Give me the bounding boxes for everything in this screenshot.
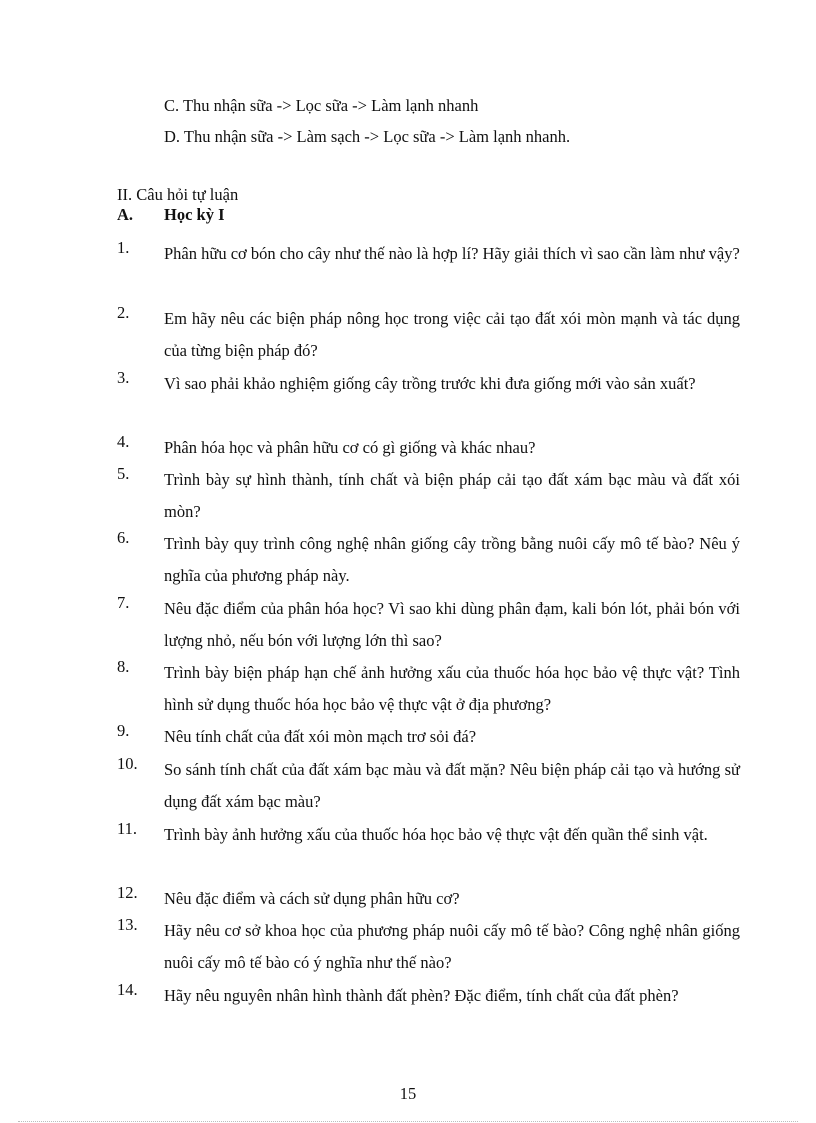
question-number: 4.	[117, 432, 130, 451]
answer-option-c: C. Thu nhận sữa -> Lọc sữa -> Làm lạnh nhanh	[164, 96, 479, 115]
question-text: Trình bày sự hình thành, tính chất và biện pháp cải tạo đất xám bạc màu và đất xói mòn?	[164, 470, 740, 521]
subsection-marker: A.	[117, 205, 134, 224]
question-text: Vì sao phải khảo nghiệm giống cây trồng trước khi đưa giống mới vào sản xuất?	[164, 374, 696, 393]
question-text: Nêu đặc điểm và cách sử dụng phân hữu cơ?	[164, 889, 460, 908]
question-number: 3.	[117, 368, 130, 387]
question-number: 10.	[117, 754, 138, 773]
question-number: 5.	[117, 464, 130, 483]
question-number: 2.	[117, 303, 130, 322]
question-text: Em hãy nêu các biện pháp nông học trong việc cải tạo đất xói mòn mạnh và tác dụng của từng biện pháp đó?	[164, 309, 740, 360]
question-number: 6.	[117, 528, 130, 547]
question-text: Trình bày ảnh hưởng xấu của thuốc hóa học bảo vệ thực vật đến quần thể sinh vật.	[164, 825, 708, 844]
footer-divider	[18, 1121, 798, 1122]
question-number: 8.	[117, 657, 130, 676]
question-text: Nêu đặc điểm của phân hóa học? Vì sao khi dùng phân đạm, kali bón lót, phải bón với lượng nhỏ, nếu bón với lượng lớn thì sao?	[164, 599, 740, 650]
question-text: Phân hóa học và phân hữu cơ có gì giống và khác nhau?	[164, 438, 536, 457]
question-number: 12.	[117, 883, 138, 902]
question-text: So sánh tính chất của đất xám bạc màu và đất mặn? Nêu biện pháp cải tạo và hướng sử dụng đất xám bạc màu?	[164, 760, 740, 811]
answer-option-d: D. Thu nhận sữa -> Làm sạch -> Lọc sữa -> Làm lạnh nhanh.	[164, 127, 571, 146]
page-number: 15	[399, 1084, 417, 1103]
question-text: Hãy nêu nguyên nhân hình thành đất phèn? Đặc điểm, tính chất của đất phèn?	[164, 986, 679, 1005]
subsection-title: Học kỳ I	[164, 205, 225, 224]
question-number: 13.	[117, 915, 138, 934]
question-number: 9.	[117, 721, 130, 740]
question-text: Nêu tính chất của đất xói mòn mạch trơ sỏi đá?	[164, 727, 477, 746]
question-number: 14.	[117, 980, 138, 999]
question-text: Trình bày biện pháp hạn chế ảnh hưởng xấu của thuốc hóa học bảo vệ thực vật? Tình hình sử dụng thuốc hóa học bảo vệ thực vật ở địa phương?	[164, 663, 740, 714]
question-text: Phân hữu cơ bón cho cây như thế nào là hợp lí? Hãy giải thích vì sao cần làm như vậy?	[164, 244, 740, 263]
question-number: 7.	[117, 593, 130, 612]
question-text: Trình bày quy trình công nghệ nhân giống cây trồng bằng nuôi cấy mô tế bào? Nêu ý nghĩa của phương pháp này.	[164, 534, 740, 585]
question-number: 1.	[117, 238, 130, 257]
question-text: Hãy nêu cơ sở khoa học của phương pháp nuôi cấy mô tế bào? Công nghệ nhân giống nuôi cấy mô tế bào có ý nghĩa như thế nào?	[164, 921, 740, 972]
question-number: 11.	[117, 819, 138, 838]
section-title: II. Câu hỏi tự luận	[117, 185, 239, 204]
